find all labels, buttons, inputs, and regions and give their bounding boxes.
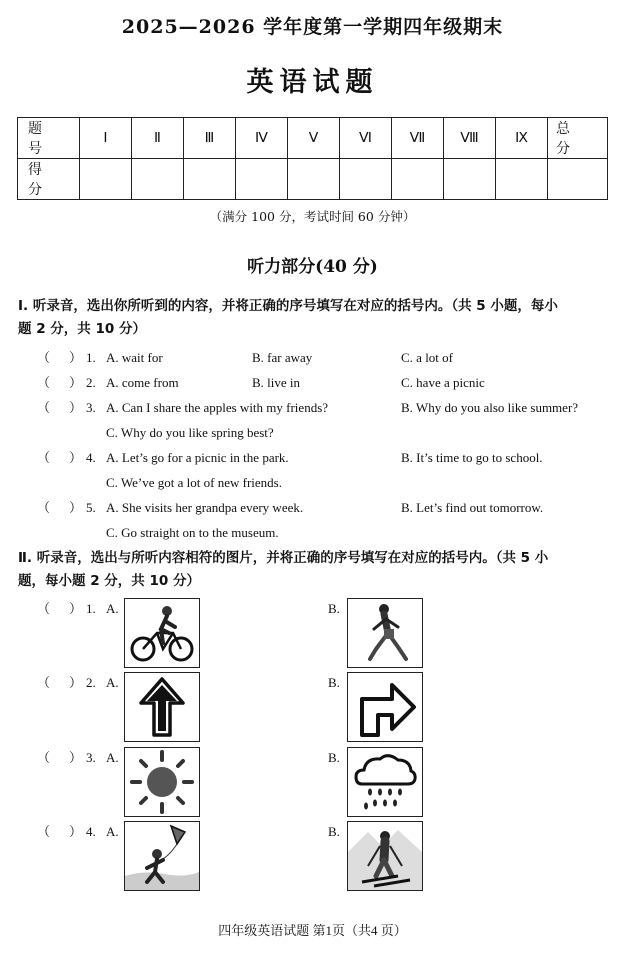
kite-boy-icon — [125, 822, 199, 890]
score-cell[interactable] — [340, 159, 392, 200]
option-b: B. far away — [252, 350, 313, 365]
column-header: Ⅱ — [132, 118, 184, 159]
option-b-label: B. — [328, 601, 340, 616]
question-number: 3. — [86, 400, 96, 415]
column-header: Ⅵ — [340, 118, 392, 159]
answer-paren-open: （ — [37, 375, 51, 390]
table-row — [18, 159, 608, 200]
question-number: 4. — [86, 450, 96, 465]
option-b: B. It’s time to go to school. — [401, 450, 543, 465]
score-row-label: 得 分 — [18, 159, 80, 200]
column-header: Ⅷ — [444, 118, 496, 159]
score-cell[interactable] — [392, 159, 444, 200]
option-a: A. Let’s go for a picnic in the park. — [106, 450, 289, 465]
section-2-title-line2: 题，每小题 2 分，共 10 分） — [18, 573, 200, 589]
page-footer: 四年级英语试题 第1页（共4 页） — [218, 923, 407, 938]
column-header: Ⅲ — [184, 118, 236, 159]
score-cell[interactable] — [288, 159, 340, 200]
column-header: Ⅰ — [80, 118, 132, 159]
option-a-picture[interactable] — [124, 672, 200, 742]
section-1-title-line1: Ⅰ. 听录音，选出你所听到的内容，并将正确的序号填写在对应的括号内。（共 5 小题，每小 — [18, 298, 558, 314]
option-b-label: B. — [328, 824, 340, 839]
option-c: C. have a picnic — [401, 375, 485, 390]
exam-year-title: 2025—2026 学年度第一学期四年级期末 — [121, 16, 504, 38]
option-c: C. a lot of — [401, 350, 453, 365]
column-header: Ⅳ — [236, 118, 288, 159]
arrow-up-icon — [125, 673, 199, 741]
rain-cloud-icon — [348, 748, 422, 816]
option-b-picture[interactable] — [347, 598, 423, 668]
sun-icon — [125, 748, 199, 816]
score-cell[interactable] — [548, 159, 608, 200]
answer-paren-close: ） — [69, 601, 83, 616]
answer-paren-open: （ — [37, 400, 51, 415]
exam-note: （满分 100 分，考试时间 60 分钟） — [209, 209, 416, 224]
answer-paren-close: ） — [69, 750, 83, 765]
option-a-label: A. — [106, 675, 119, 690]
score-cell[interactable] — [236, 159, 288, 200]
option-a-label: A. — [106, 750, 119, 765]
score-cell[interactable] — [132, 159, 184, 200]
answer-paren-close: ） — [69, 350, 83, 365]
option-a-label: A. — [106, 601, 119, 616]
section-2-title — [18, 547, 610, 593]
answer-paren-open: （ — [37, 450, 51, 465]
total-header: 总 分 — [548, 118, 608, 159]
question-number: 4. — [86, 824, 96, 839]
table-header-label: 题 号 — [18, 118, 80, 159]
option-a-picture[interactable] — [124, 821, 200, 891]
option-b-label: B. — [328, 675, 340, 690]
score-table — [17, 117, 608, 200]
score-cell[interactable] — [184, 159, 236, 200]
option-b-picture[interactable] — [347, 672, 423, 742]
answer-paren-close: ） — [69, 675, 83, 690]
option-a: A. wait for — [106, 350, 163, 365]
option-a-picture[interactable] — [124, 598, 200, 668]
option-a: A. come from — [106, 375, 179, 390]
answer-paren-close: ） — [69, 500, 83, 515]
question-number: 2. — [86, 675, 96, 690]
question-number: 1. — [86, 601, 96, 616]
answer-paren-open: （ — [37, 750, 51, 765]
option-a-picture[interactable] — [124, 747, 200, 817]
option-a: A. Can I share the apples with my friends? — [106, 400, 329, 415]
skiing-man-icon — [348, 822, 422, 890]
score-cell[interactable] — [80, 159, 132, 200]
section-2-title-line1: Ⅱ. 听录音，选出与所听内容相符的图片，并将正确的序号填写在对应的括号内。（共 5 小 — [18, 550, 549, 566]
part-title: 听力部分(40 分) — [247, 257, 378, 277]
score-cell[interactable] — [444, 159, 496, 200]
answer-paren-close: ） — [69, 400, 83, 415]
answer-paren-open: （ — [37, 824, 51, 839]
column-header: Ⅸ — [496, 118, 548, 159]
answer-paren-open: （ — [37, 500, 51, 515]
question-number: 5. — [86, 500, 96, 515]
option-b-label: B. — [328, 750, 340, 765]
question-number: 1. — [86, 350, 96, 365]
answer-paren-open: （ — [37, 350, 51, 365]
question-number: 3. — [86, 750, 96, 765]
option-a: A. She visits her grandpa every week. — [106, 500, 304, 515]
section-1-title-line2: 题 2 分，共 10 分） — [18, 321, 146, 337]
option-a-label: A. — [106, 824, 119, 839]
subject-title: 英语试题 — [246, 67, 379, 98]
option-b: B. Why do you also like summer? — [401, 400, 579, 415]
answer-paren-close: ） — [69, 375, 83, 390]
option-c: C. We’ve got a lot of new friends. — [106, 475, 282, 490]
option-b: B. live in — [252, 375, 301, 390]
section-1-title — [18, 295, 610, 341]
answer-paren-open: （ — [37, 601, 51, 616]
walking-man-icon — [348, 599, 422, 667]
answer-paren-open: （ — [37, 675, 51, 690]
column-header: Ⅶ — [392, 118, 444, 159]
answer-paren-close: ） — [69, 450, 83, 465]
option-b: B. Let’s find out tomorrow. — [401, 500, 544, 515]
table-row — [18, 118, 608, 159]
option-b-picture[interactable] — [347, 747, 423, 817]
turn-right-arrow-icon — [348, 673, 422, 741]
option-c: C. Why do you like spring best? — [106, 425, 274, 440]
score-cell[interactable] — [496, 159, 548, 200]
question-number: 2. — [86, 375, 96, 390]
cyclist-icon — [125, 599, 199, 667]
column-header: Ⅴ — [288, 118, 340, 159]
option-b-picture[interactable] — [347, 821, 423, 891]
option-c: C. Go straight on to the museum. — [106, 525, 279, 540]
answer-paren-close: ） — [69, 824, 83, 839]
